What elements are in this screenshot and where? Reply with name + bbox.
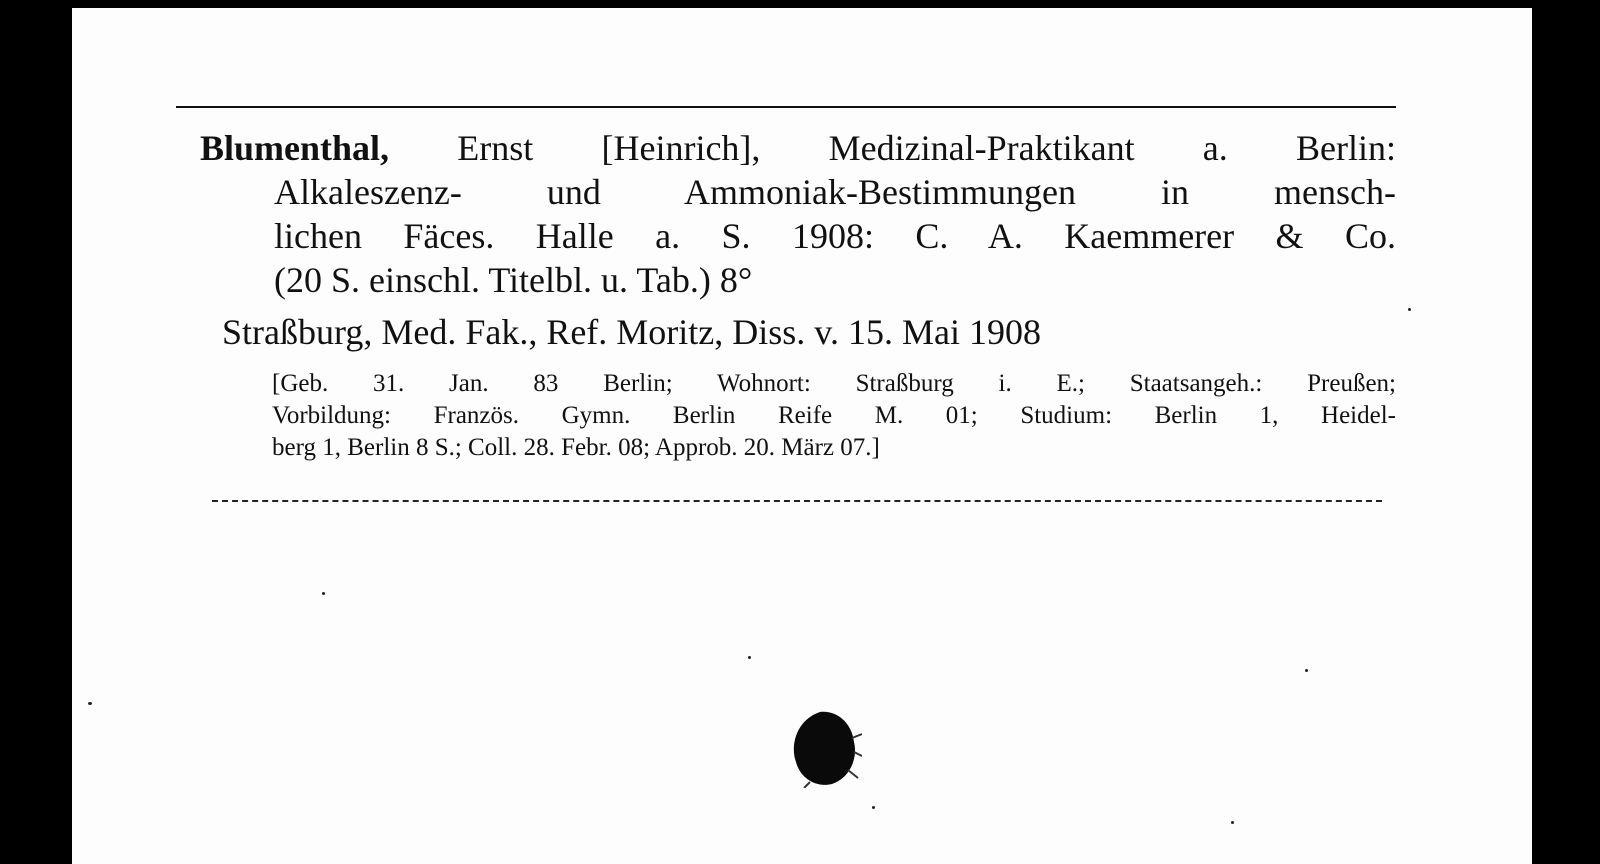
top-rule — [176, 106, 1396, 108]
speck — [872, 806, 875, 809]
speck — [748, 656, 751, 659]
bio-line-2: Vorbildung: Französ. Gymn. Berlin Reife M. 01; Studium: Berlin 1, Heidel- — [272, 402, 1396, 429]
author-name: Blumenthal, — [200, 128, 390, 168]
dissertation-line: Straßburg, Med. Fak., Ref. Moritz, Diss. v. 15. Mai 1908 — [222, 312, 1041, 352]
speck — [1305, 669, 1308, 672]
speck — [88, 702, 92, 705]
bio-line-1: [Geb. 31. Jan. 83 Berlin; Wohnort: Straßburg i. E.; Staatsangeh.: Preußen; — [272, 370, 1396, 397]
entry-line-3: lichen Fäces. Halle a. S. 1908: C. A. Kaemmerer & Co. — [274, 216, 1396, 256]
speck — [322, 592, 325, 595]
catalog-card — [72, 8, 1532, 864]
speck — [1408, 308, 1411, 311]
ink-stain — [790, 708, 862, 788]
bio-line-3: berg 1, Berlin 8 S.; Coll. 28. Febr. 08; Approb. 20. März 07.] — [272, 434, 880, 461]
bottom-rule — [212, 500, 1382, 502]
entry-line-1 — [200, 126, 1396, 170]
entry-line-4: (20 S. einschl. Titelbl. u. Tab.) 8° — [274, 260, 753, 300]
biographical-note — [272, 368, 1396, 464]
bibliographic-entry — [200, 126, 1396, 302]
speck — [1231, 821, 1234, 824]
entry-line-2: Alkaleszenz- und Ammoniak-Bestimmungen in mensch- — [274, 172, 1396, 212]
author-details: Ernst [Heinrich], Medizinal-Praktikant a. Berlin: — [389, 128, 1396, 168]
